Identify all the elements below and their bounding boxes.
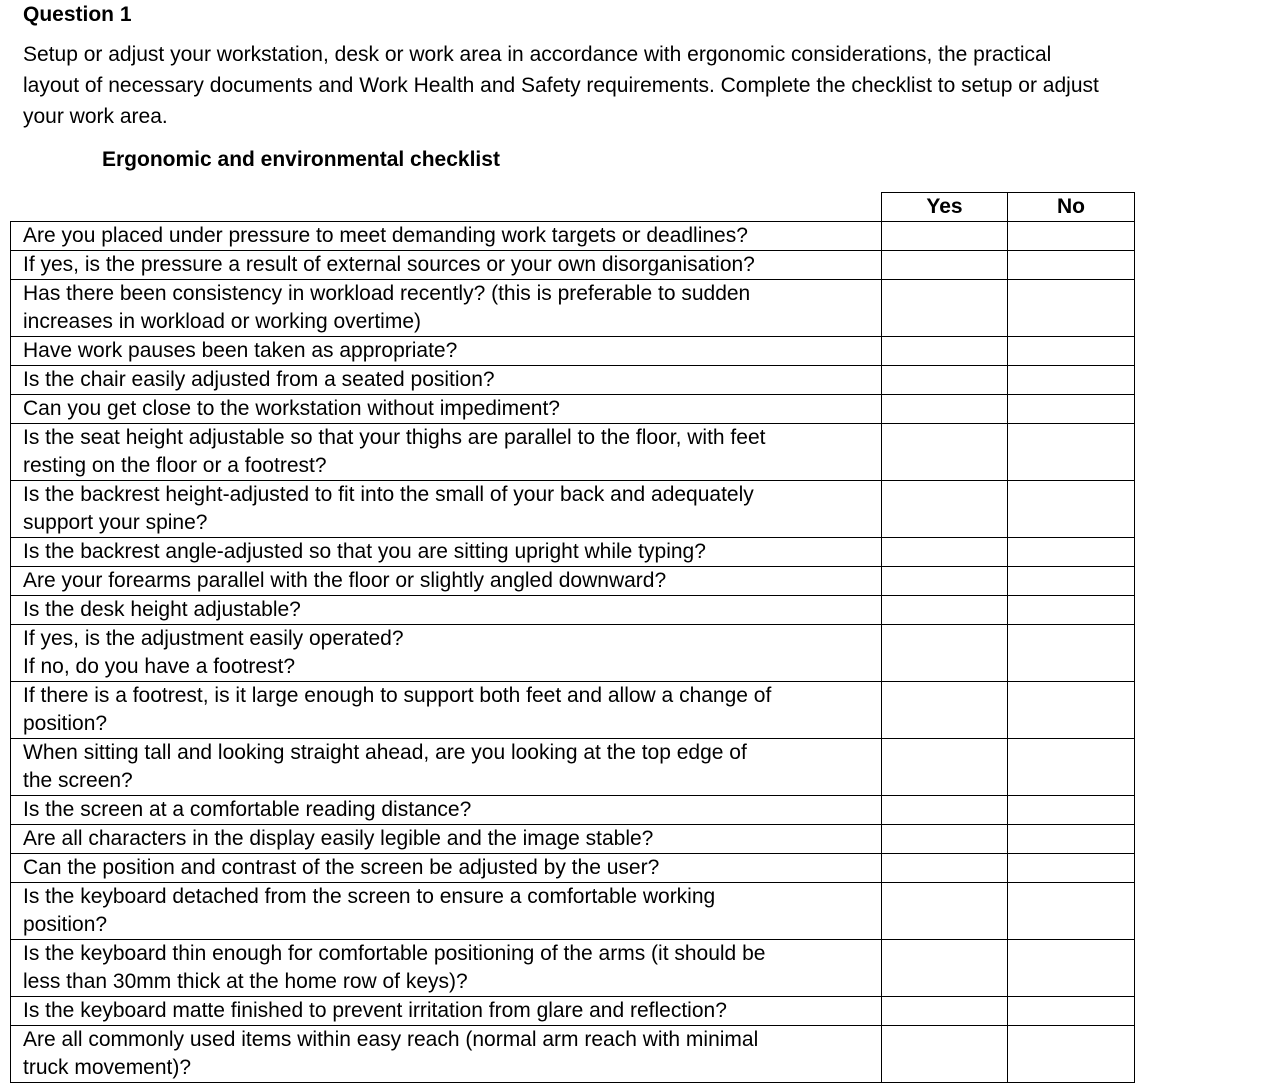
question-text-line: support your spine?: [23, 511, 208, 534]
question-text-line: When sitting tall and looking straight ahead, are you looking at the top edge of: [23, 741, 747, 764]
question-text-line: less than 30mm thick at the home row of keys)?: [23, 970, 468, 993]
no-answer-cell[interactable]: [1008, 796, 1135, 825]
checklist-row: [11, 854, 1135, 883]
yes-answer-cell[interactable]: [882, 538, 1008, 567]
question-text-line: position?: [23, 712, 108, 735]
question-text-line: Is the backrest height-adjusted to fit into the small of your back and adequately: [23, 483, 754, 506]
checklist-row: [11, 280, 1135, 337]
no-answer-cell[interactable]: [1008, 366, 1135, 395]
no-answer-cell[interactable]: [1008, 222, 1135, 251]
question-text-line: Is the keyboard matte finished to prevent irritation from glare and reflection?: [23, 999, 727, 1022]
checklist-row: [11, 997, 1135, 1026]
question-intro: Setup or adjust your workstation, desk or work area in accordance with ergonomic considerations, the practical layout of necessary documents and Work Health and Safety requirements. Complete the checklist to setup or adjust your work area.: [23, 43, 1099, 128]
checklist-question: [11, 395, 882, 424]
question-text-line: the screen?: [23, 769, 133, 792]
checklist-question: [11, 280, 882, 337]
yes-answer-cell[interactable]: [882, 1026, 1008, 1083]
yes-answer-cell[interactable]: [882, 567, 1008, 596]
yes-answer-cell[interactable]: [882, 481, 1008, 538]
yes-answer-cell[interactable]: [882, 424, 1008, 481]
question-text-line: truck movement)?: [23, 1056, 192, 1079]
question-text-line: Is the backrest angle-adjusted so that you are sitting upright while typing?: [23, 540, 706, 563]
yes-answer-cell[interactable]: [882, 883, 1008, 940]
checklist-title: Ergonomic and environmental checklist: [102, 148, 500, 171]
checklist-question: [11, 883, 882, 940]
checklist-row: [11, 424, 1135, 481]
checklist-question: [11, 337, 882, 366]
checklist-row: [11, 538, 1135, 567]
no-answer-cell[interactable]: [1008, 395, 1135, 424]
question-text-line: Is the screen at a comfortable reading distance?: [23, 798, 472, 821]
checklist-row: [11, 222, 1135, 251]
question-text-line: If no, do you have a footrest?: [23, 655, 296, 678]
no-answer-cell[interactable]: [1008, 424, 1135, 481]
checklist-row: [11, 366, 1135, 395]
question-text-line: If yes, is the adjustment easily operated?: [23, 627, 404, 650]
yes-answer-cell[interactable]: [882, 222, 1008, 251]
checklist-question: [11, 854, 882, 883]
no-answer-cell[interactable]: [1008, 1026, 1135, 1083]
yes-answer-cell[interactable]: [882, 854, 1008, 883]
checklist-row: [11, 1026, 1135, 1083]
no-answer-cell[interactable]: [1008, 854, 1135, 883]
checklist-question: [11, 940, 882, 997]
yes-answer-cell[interactable]: [882, 739, 1008, 796]
no-answer-cell[interactable]: [1008, 940, 1135, 997]
question-text-line: If there is a footrest, is it large enough to support both feet and allow a change of: [23, 684, 772, 707]
no-answer-cell[interactable]: [1008, 538, 1135, 567]
checklist-row: [11, 739, 1135, 796]
checklist-row: [11, 825, 1135, 854]
checklist-row: [11, 883, 1135, 940]
question-text-line: increases in workload or working overtime): [23, 310, 421, 333]
checklist-row: [11, 481, 1135, 538]
checklist-question: [11, 682, 882, 739]
checklist-question: [11, 625, 882, 682]
ergonomic-checklist-table: [10, 192, 1135, 1083]
no-answer-cell[interactable]: [1008, 997, 1135, 1026]
yes-answer-cell[interactable]: [882, 682, 1008, 739]
yes-answer-cell[interactable]: [882, 251, 1008, 280]
question-column-header: [11, 193, 882, 222]
no-answer-cell[interactable]: [1008, 739, 1135, 796]
question-text-line: Are all characters in the display easily legible and the image stable?: [23, 827, 654, 850]
checklist-row: [11, 395, 1135, 424]
checklist-question: [11, 538, 882, 567]
yes-answer-cell[interactable]: [882, 796, 1008, 825]
yes-answer-cell[interactable]: [882, 337, 1008, 366]
checklist-question: [11, 567, 882, 596]
question-text-line: Is the chair easily adjusted from a seated position?: [23, 368, 495, 391]
no-answer-cell[interactable]: [1008, 280, 1135, 337]
question-text-line: Is the keyboard detached from the screen to ensure a comfortable working: [23, 885, 716, 908]
yes-answer-cell[interactable]: [882, 997, 1008, 1026]
yes-answer-cell[interactable]: [882, 280, 1008, 337]
checklist-row: [11, 796, 1135, 825]
no-answer-cell[interactable]: [1008, 883, 1135, 940]
question-text-line: Can the position and contrast of the screen be adjusted by the user?: [23, 856, 660, 879]
no-answer-cell[interactable]: [1008, 596, 1135, 625]
question-text-line: Are all commonly used items within easy reach (normal arm reach with minimal: [23, 1028, 759, 1051]
no-answer-cell[interactable]: [1008, 567, 1135, 596]
checklist-row: [11, 251, 1135, 280]
question-text-line: Is the seat height adjustable so that your thighs are parallel to the floor, with feet: [23, 426, 766, 449]
no-answer-cell[interactable]: [1008, 625, 1135, 682]
checklist-row: [11, 567, 1135, 596]
checklist-row: [11, 596, 1135, 625]
checklist-header-row: [11, 193, 1135, 222]
question-text-line: Has there been consistency in workload recently? (this is preferable to sudden: [23, 282, 751, 305]
question-text-line: Is the keyboard thin enough for comfortable positioning of the arms (it should be: [23, 942, 766, 965]
yes-answer-cell[interactable]: [882, 625, 1008, 682]
no-answer-cell[interactable]: [1008, 825, 1135, 854]
checklist-question: [11, 366, 882, 395]
question-heading: Question 1: [23, 3, 132, 26]
checklist-question: [11, 251, 882, 280]
no-column-header: No: [1008, 193, 1135, 222]
checklist-question: [11, 739, 882, 796]
question-text-line: position?: [23, 913, 108, 936]
no-answer-cell[interactable]: [1008, 337, 1135, 366]
question-text-line: Can you get close to the workstation without impediment?: [23, 397, 560, 420]
question-text-line: resting on the floor or a footrest?: [23, 454, 327, 477]
yes-column-header: Yes: [882, 193, 1008, 222]
no-answer-cell[interactable]: [1008, 682, 1135, 739]
checklist-question: [11, 997, 882, 1026]
question-text-line: Are you placed under pressure to meet demanding work targets or deadlines?: [23, 224, 748, 247]
yes-answer-cell[interactable]: [882, 366, 1008, 395]
checklist-question: [11, 596, 882, 625]
checklist-row: [11, 940, 1135, 997]
checklist-question: [11, 796, 882, 825]
question-text-line: Is the desk height adjustable?: [23, 598, 301, 621]
checklist-question: [11, 222, 882, 251]
no-answer-cell[interactable]: [1008, 481, 1135, 538]
yes-answer-cell[interactable]: [882, 940, 1008, 997]
checklist-row: [11, 682, 1135, 739]
yes-answer-cell[interactable]: [882, 395, 1008, 424]
yes-answer-cell[interactable]: [882, 596, 1008, 625]
yes-answer-cell[interactable]: [882, 825, 1008, 854]
checklist-row: [11, 625, 1135, 682]
question-text-line: Are your forearms parallel with the floor or slightly angled downward?: [23, 569, 667, 592]
checklist-question: [11, 1026, 882, 1083]
checklist-question: [11, 481, 882, 538]
no-answer-cell[interactable]: [1008, 251, 1135, 280]
checklist-body: [11, 222, 1135, 1083]
question-text-line: If yes, is the pressure a result of external sources or your own disorganisation?: [23, 253, 755, 276]
checklist-question: [11, 825, 882, 854]
checklist-row: [11, 337, 1135, 366]
checklist-question: [11, 424, 882, 481]
question-text-line: Have work pauses been taken as appropriate?: [23, 339, 458, 362]
